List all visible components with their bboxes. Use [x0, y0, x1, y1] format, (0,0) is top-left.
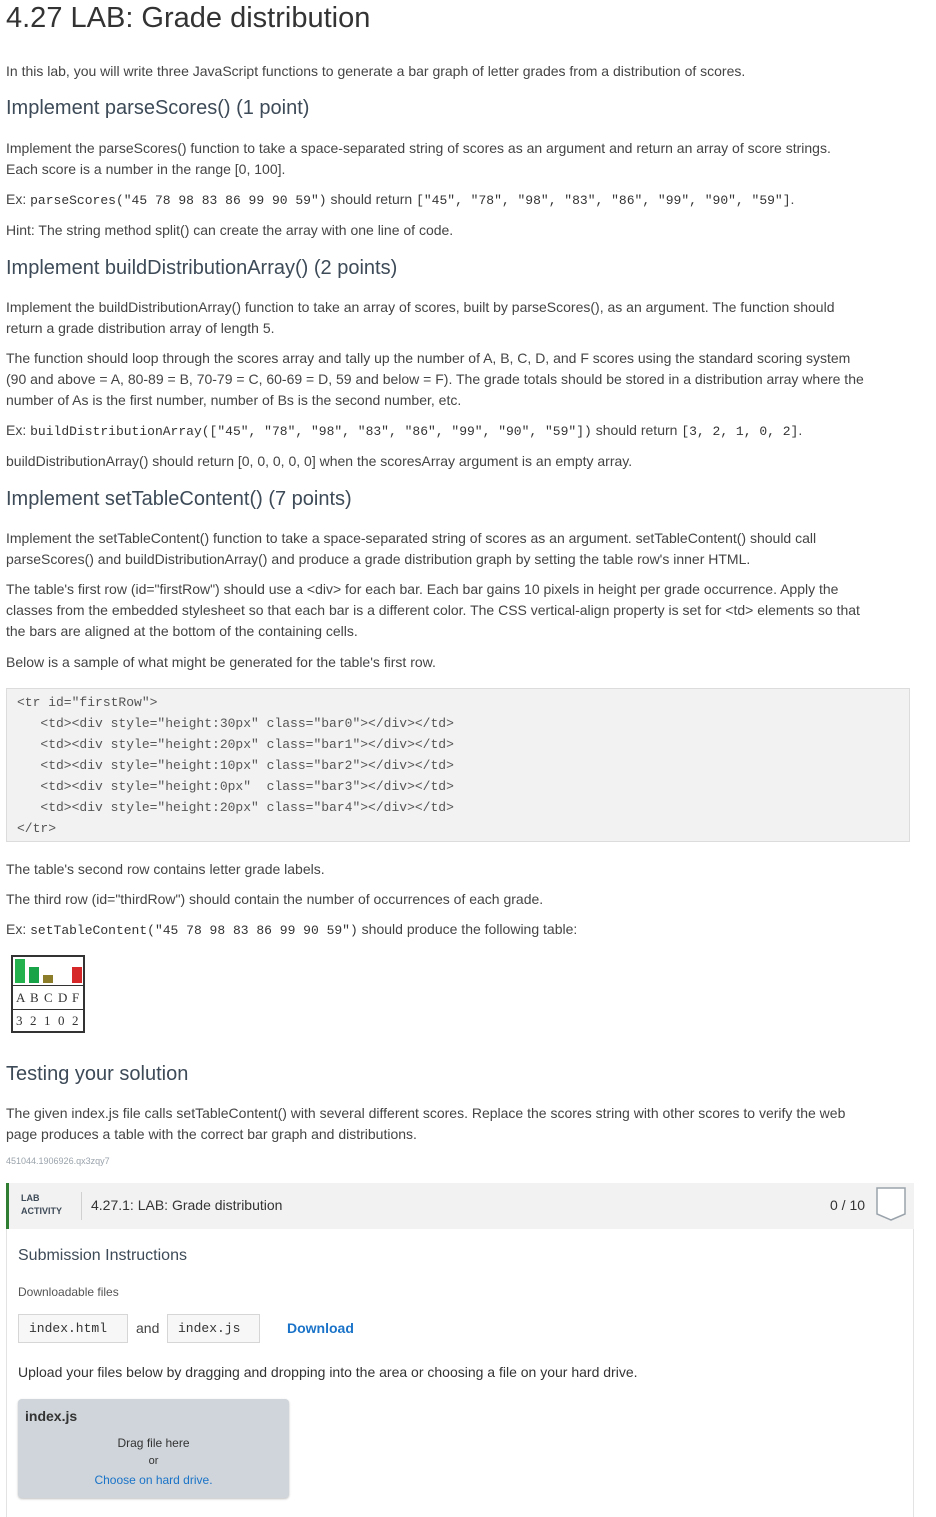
parse-scores-description [6, 138, 916, 180]
testing-line-1: The given index.js file calls setTableContent() with several different scores. Replace the scores string with other scores to verify the web [6, 1105, 846, 1121]
lab-tag-line-1: LAB [21, 1193, 40, 1203]
bar-f [72, 967, 82, 983]
build-distribution-example [6, 420, 916, 442]
grade-count-b: 2 [30, 1013, 37, 1028]
lab-tag-line-2: ACTIVITY [21, 1206, 63, 1216]
code-line: <tr id="firstRow"> [17, 695, 158, 710]
parse-scores-line-1: Implement the parseScores() function to take a space-separated string of scores as an argument and return an array of score strings. [6, 140, 831, 156]
parse-scores-hint: Hint: The string method split() can create the array with one line of code. [6, 222, 454, 238]
parse-scores-example [6, 189, 916, 211]
code-line: <td><div style="height:20px" class="bar4"></div></td> [17, 800, 454, 815]
example-suffix: . [790, 191, 795, 207]
example-code: parseScores("45 78 98 83 86 99 90 59") [30, 193, 327, 208]
file-dropzone[interactable] [18, 1399, 289, 1498]
build-distribution-description [6, 297, 916, 339]
empty-array-note: buildDistributionArray() should return [0, 0, 0, 0, 0] when the scoresArray argument is an empty array. [6, 453, 633, 469]
build-distribution-line-1: Implement the buildDistributionArray() function to take an array of scores, built by parseScores(), as an argument. The function should [6, 299, 835, 315]
grade-label-c: C [44, 990, 53, 1005]
content-hash-id: 451044.1906926.qx3zqy7 [6, 1156, 110, 1166]
choose-file-link[interactable]: Choose on hard drive. [94, 1473, 213, 1487]
section-heading-parse-scores: Implement parseScores() (1 point) [6, 97, 310, 119]
sample-intro: Below is a sample of what might be generated for the table's first row. [6, 654, 436, 670]
and-text: and [136, 1320, 160, 1336]
code-line: <td><div style="height:30px" class="bar0"></div></td> [17, 716, 454, 731]
example-grade-table [11, 955, 85, 1033]
set-table-example [6, 919, 916, 941]
table-divider [13, 985, 83, 986]
grade-count-d: 0 [58, 1013, 65, 1028]
header-divider [81, 1192, 82, 1220]
code-sample-box [6, 688, 910, 842]
first-row-description [6, 579, 916, 642]
downloadable-files-label: Downloadable files [18, 1285, 119, 1299]
lab-activity-title: 4.27.1: LAB: Grade distribution [91, 1197, 283, 1213]
or-text: or [148, 1455, 159, 1467]
download-link[interactable]: Download [287, 1320, 354, 1336]
grade-label-b: B [30, 990, 39, 1005]
loop-line-1: The function should loop through the scores array and tally up the number of A, B, C, D, and F scores using the standard scoring system [6, 350, 851, 366]
loop-line-2: (90 and above = A, 80-89 = B, 70-79 = C, 60-69 = D, 59 and below = F). The grade totals should be stored in a distribution array where the [6, 371, 864, 387]
first-row-line-1: The table's first row (id="firstRow") should use a <div> for each bar. Each bar gains 10 pixels in height per grade occurrence. Apply the [6, 581, 839, 597]
set-table-line-1: Implement the setTableContent() function to take a space-separated string of scores as an argument. setTableContent() should call [6, 530, 817, 546]
second-row-note: The table's second row contains letter grade labels. [6, 861, 325, 877]
first-row-line-3: the bars are aligned at the bottom of the containing cells. [6, 623, 358, 639]
bar-c [43, 975, 53, 983]
section-heading-testing: Testing your solution [6, 1063, 189, 1085]
grade-count-c: 1 [44, 1013, 51, 1028]
code-line: <td><div style="height:10px" class="bar2"></div></td> [17, 758, 454, 773]
example-code: setTableContent("45 78 98 83 86 99 90 59") [30, 923, 358, 938]
code-line: <td><div style="height:20px" class="bar1"></div></td> [17, 737, 454, 752]
grade-label-a: A [16, 990, 26, 1005]
example-prefix: Ex: [6, 921, 31, 937]
build-distribution-loop-description [6, 348, 916, 411]
grade-count-f: 2 [72, 1013, 79, 1028]
code-line: <td><div style="height:0px" class="bar3"></div></td> [17, 779, 454, 794]
example-prefix: Ex: [6, 191, 31, 207]
example-code: buildDistributionArray(["45", "78", "98", "83", "86", "99", "90", "59"]) [30, 424, 592, 439]
parse-scores-line-2: Each score is a number in the range [0, 100]. [6, 161, 286, 177]
intro-text: In this lab, you will write three JavaScript functions to generate a bar graph of letter grades from a distribution of scores. [6, 63, 746, 79]
lab-score: 0 / 10 [830, 1197, 866, 1213]
example-middle: should return [591, 422, 682, 438]
grade-label-d: D [58, 990, 68, 1005]
dropzone-file-name: index.js [25, 1408, 78, 1424]
file-index-js[interactable]: index.js [167, 1314, 260, 1343]
example-result: [3, 2, 1, 0, 2] [681, 424, 799, 439]
bar-b [29, 967, 39, 983]
testing-description [6, 1103, 916, 1145]
set-table-line-2: parseScores() and buildDistributionArray() and produce a grade distribution graph by setting the table row's inner HTML. [6, 551, 751, 567]
example-suffix: should produce the following table: [357, 921, 578, 937]
drag-file-text: Drag file here [117, 1436, 190, 1450]
section-heading-build-distribution: Implement buildDistributionArray() (2 points) [6, 257, 398, 279]
lab-activity-tag [21, 1192, 62, 1218]
submission-instructions-heading: Submission Instructions [18, 1247, 187, 1264]
lab-activity-header [6, 1183, 914, 1229]
loop-line-3: number of As is the first number, number of Bs is the second number, etc. [6, 392, 462, 408]
third-row-note: The third row (id="thirdRow") should contain the number of occurrences of each grade. [6, 891, 544, 907]
grade-count-a: 3 [16, 1013, 23, 1028]
file-index-html[interactable]: index.html [18, 1314, 128, 1343]
page-title: 4.27 LAB: Grade distribution [6, 2, 371, 34]
upload-instructions: Upload your files below by dragging and dropping into the area or choosing a file on your hard drive. [18, 1364, 638, 1380]
section-heading-set-table-content: Implement setTableContent() (7 points) [6, 488, 352, 510]
example-suffix: . [798, 422, 803, 438]
example-middle: should return [326, 191, 417, 207]
build-distribution-line-2: return a grade distribution array of length 5. [6, 320, 275, 336]
example-result: ["45", "78", "98", "83", "86", "99", "90", "59"] [416, 193, 791, 208]
first-row-line-2: classes from the embedded stylesheet so that each bar is a different color. The CSS vertical-align property is set for <td> elements so that [6, 602, 860, 618]
code-line: </tr> [17, 821, 57, 836]
set-table-content-description [6, 528, 916, 570]
bar-a [15, 959, 25, 983]
grade-label-f: F [72, 990, 80, 1005]
table-divider [13, 1009, 83, 1010]
example-prefix: Ex: [6, 422, 31, 438]
completion-badge-icon [876, 1187, 906, 1221]
testing-line-2: page produces a table with the correct bar graph and distributions. [6, 1126, 417, 1142]
